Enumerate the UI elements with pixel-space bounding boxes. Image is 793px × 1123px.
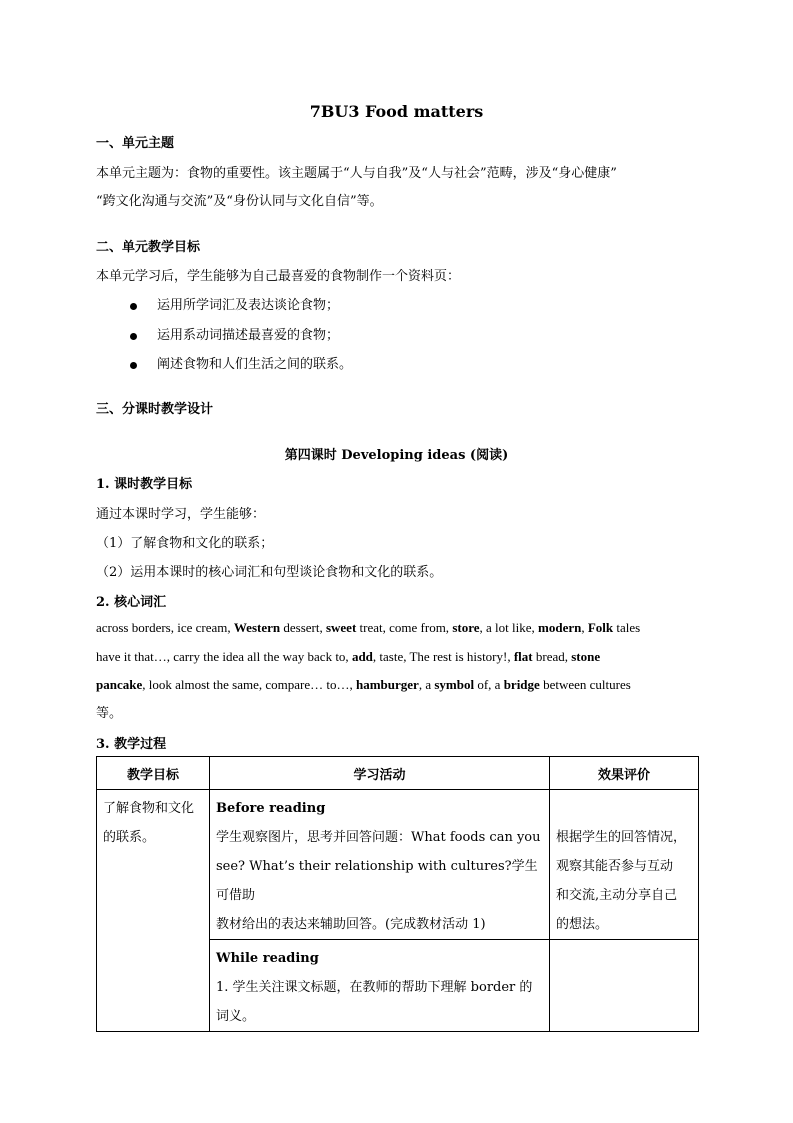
evaluation-line: 根据学生的回答情况， xyxy=(556,830,687,845)
unit-goals-intro: 本单元学习后，学生能够为自己最喜爱的食物制作一个资料页： xyxy=(96,269,461,284)
teaching-process-table xyxy=(96,756,699,1032)
unit-theme-line-2: “跨文化沟通与交流”及“身份认同与文化自信”等。 xyxy=(96,194,383,209)
section-heading-lesson-design: 三、分课时教学设计 xyxy=(96,402,214,417)
vocabulary-line-2: have it that…, carry the idea all the way back to, add, taste, The rest is history!, flat bread, stone xyxy=(96,649,601,664)
lesson-title: 第四课时 Developing ideas (阅读) xyxy=(284,448,509,463)
evaluation-cell-empty xyxy=(550,940,699,1032)
unit-goal-item: 运用系动词描述最喜爱的食物； xyxy=(157,328,340,343)
unit-goal-item: 运用所学词汇及表达谈论食物； xyxy=(157,298,340,313)
section-heading-unit-theme: 一、单元主题 xyxy=(96,136,175,151)
objectives-intro: 通过本课时学习，学生能够： xyxy=(96,507,266,522)
objective-item: （2）运用本课时的核心词汇和句型谈论食物和文化的联系。 xyxy=(96,565,443,580)
activity-line: 教材给出的表达来辅助回答。(完成教材活动 1) xyxy=(216,917,486,932)
vocabulary-heading: 2. 核心词汇 xyxy=(96,595,167,610)
column-header-goal: 教学目标 xyxy=(97,757,210,790)
bullet-icon xyxy=(130,362,137,369)
evaluation-cell xyxy=(550,790,699,940)
activity-line: see? What’s their relationship with cultures?学生可借助 xyxy=(216,859,538,903)
objectives-heading: 1. 课时教学目标 xyxy=(96,477,193,492)
evaluation-line: 的想法。 xyxy=(556,917,609,932)
process-heading: 3. 教学过程 xyxy=(96,737,167,752)
column-header-evaluation: 效果评价 xyxy=(550,757,699,790)
unit-theme-line-1: 本单元主题为：食物的重要性。该主题属于“人与自我”及“人与社会”范畴，涉及“身心健康” xyxy=(96,166,617,181)
objective-item: （1）了解食物和文化的联系； xyxy=(96,536,274,551)
evaluation-line: 和交流,主动分享自己 xyxy=(556,888,678,903)
bullet-icon xyxy=(130,333,137,340)
vocabulary-line-3: pancake, look almost the same, compare… to…, hamburger, a symbol of, a bridge between cultures xyxy=(96,677,631,692)
table-header-row xyxy=(97,757,699,790)
bullet-icon xyxy=(130,303,137,310)
activity-cell xyxy=(210,940,550,1032)
table-row xyxy=(97,790,699,940)
activity-phase-title: While reading xyxy=(216,951,319,966)
vocabulary-line-4: 等。 xyxy=(96,706,123,721)
activity-line: 1. 学生关注课文标题，在教师的帮助下理解 border 的 xyxy=(216,980,533,995)
section-heading-unit-goals: 二、单元教学目标 xyxy=(96,240,201,255)
activity-line: 学生观察图片，思考并回答问题：What foods can you xyxy=(216,830,541,845)
activity-line: 词义。 xyxy=(216,1009,256,1024)
activity-phase-title: Before reading xyxy=(216,801,326,816)
unit-goal-item: 阐述食物和人们生活之间的联系。 xyxy=(157,357,353,372)
goal-line: 的联系。 xyxy=(103,830,156,845)
column-header-activity: 学习活动 xyxy=(210,757,550,790)
evaluation-line: 观察其能否参与互动 xyxy=(556,859,674,874)
document-title: 7BU3 Food matters xyxy=(309,102,484,121)
goal-line: 了解食物和文化 xyxy=(103,801,195,816)
goal-cell xyxy=(97,790,210,1032)
vocabulary-line-1: across borders, ice cream, Western dessert, sweet treat, come from, store, a lot like, modern, Folk tales xyxy=(96,620,641,635)
activity-cell xyxy=(210,790,550,940)
